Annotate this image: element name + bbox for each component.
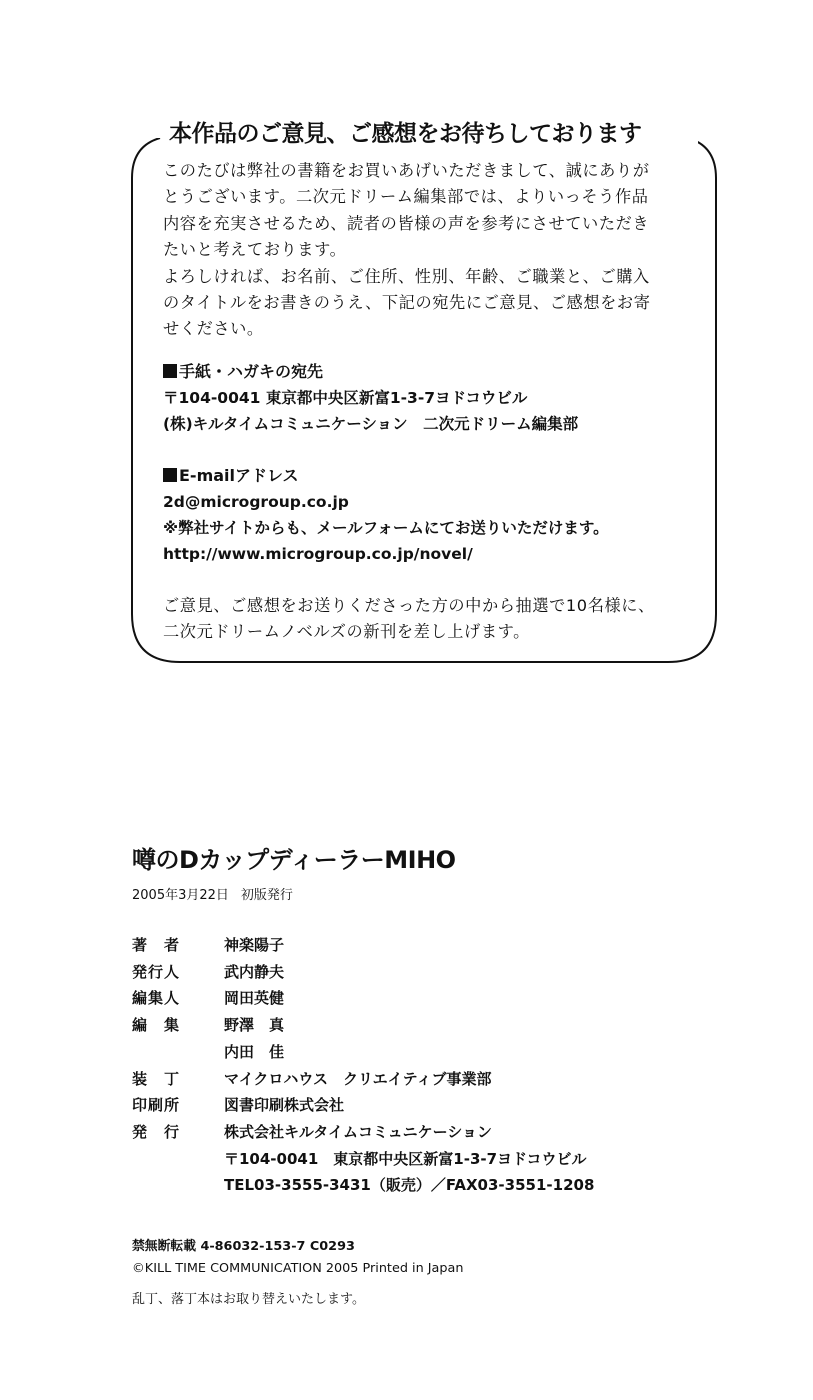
credit-row xyxy=(132,1172,692,1199)
feedback-closing xyxy=(163,593,699,646)
email-note: ※弊社サイトからも、メールフォームにてお送りいただけます。 xyxy=(163,518,609,537)
feedback-body xyxy=(163,158,699,646)
credit-row xyxy=(132,932,692,959)
square-bullet-icon xyxy=(163,364,177,378)
credit-row xyxy=(132,985,692,1012)
intro-line: たいと考えております。 xyxy=(163,240,347,260)
intro-line: よろしければ、お名前、ご住所、性別、年齢、ご職業と、ご購入 xyxy=(163,266,650,286)
intro-line: このたびは弊社の書籍をお買いあげいただきまして、誠にありが xyxy=(163,161,650,180)
credit-label xyxy=(132,1146,224,1173)
credit-label: 印刷所 xyxy=(132,1096,181,1115)
credit-value: 〒104-0041 東京都中央区新富1-3-7ヨドコウビル xyxy=(224,1149,587,1168)
intro-line: とうございます。二次元ドリーム編集部では、よりいっそう作品 xyxy=(163,187,649,207)
intro-line: のタイトルをお書きのうえ、下記の宛先にご意見、ご感想をお寄 xyxy=(163,293,651,313)
replacement-note: 乱丁、落丁本はお取り替えいたします。 xyxy=(132,1292,365,1307)
credit-label: 著 者 xyxy=(132,936,181,954)
book-title: 噂のDカップディーラーMIHO xyxy=(132,846,456,874)
credit-row xyxy=(132,1146,692,1173)
credit-label: 発 行 xyxy=(132,1122,181,1141)
credit-value: 神楽陽子 xyxy=(224,936,285,954)
feedback-intro xyxy=(163,158,699,343)
mail-heading: 手紙・ハガキの宛先 xyxy=(163,359,699,385)
credit-label: 編 集 xyxy=(132,1016,181,1035)
isbn-line: 禁無断転載 4-86032-153-7 C0293 xyxy=(132,1239,355,1254)
email-address[interactable]: 2d@microgroup.co.jp xyxy=(163,492,349,511)
closing-line: 二次元ドリームノベルズの新刊を差し上げます。 xyxy=(163,622,530,642)
credit-label: 編集人 xyxy=(132,989,181,1008)
credit-value: 内田 佳 xyxy=(224,1042,285,1061)
website-link[interactable]: http://www.microgroup.co.jp/novel/ xyxy=(163,544,473,563)
credit-label xyxy=(132,1039,224,1066)
square-bullet-icon xyxy=(163,468,177,482)
mail-company: (株)キルタイムコミュニケーション 二次元ドリーム編集部 xyxy=(163,414,579,433)
credit-label xyxy=(132,1172,224,1199)
intro-line: 内容を充実させるため、読者の皆様の声を参考にさせていただき xyxy=(163,213,650,233)
colophon-footer xyxy=(132,1236,463,1307)
credit-value: 株式会社キルタイムコミュニケーション xyxy=(224,1122,493,1141)
credit-value: 岡田英健 xyxy=(224,989,285,1008)
mail-address: 〒104-0041 東京都中央区新富1-3-7ヨドコウビル xyxy=(163,388,528,407)
credit-value: 武内静夫 xyxy=(224,962,285,981)
credit-row xyxy=(132,1066,692,1093)
copyright-line: ©KILL TIME COMMUNICATION 2005 Printed in Japan xyxy=(132,1261,464,1276)
email-heading: E-mailアドレス xyxy=(163,463,699,489)
feedback-title: 本作品のご意見、ご感想をお待ちしております xyxy=(163,116,698,152)
credit-row xyxy=(132,1012,692,1039)
credit-row xyxy=(132,1092,692,1119)
intro-line: せください。 xyxy=(163,319,264,339)
edition-info xyxy=(132,884,305,903)
credit-row xyxy=(132,1039,692,1066)
credit-value: 図書印刷株式会社 xyxy=(224,1096,345,1115)
credit-row xyxy=(132,959,692,986)
credits-list xyxy=(132,932,692,1199)
closing-line: ご意見、ご感想をお送りくださった方の中から抽選で10名様に、 xyxy=(163,595,655,615)
edition-label: 初版発行 xyxy=(240,888,293,903)
credit-value: 野澤 真 xyxy=(224,1016,285,1035)
publication-date: 2005年3月22日 xyxy=(132,888,229,903)
credit-value: TEL03-3555-3431（販売）／FAX03-3551-1208 xyxy=(224,1176,595,1195)
credit-label: 装 丁 xyxy=(132,1069,181,1088)
credit-value: マイクロハウス クリエイティブ事業部 xyxy=(224,1069,492,1088)
credit-label: 発行人 xyxy=(132,962,181,981)
credit-row xyxy=(132,1119,692,1146)
